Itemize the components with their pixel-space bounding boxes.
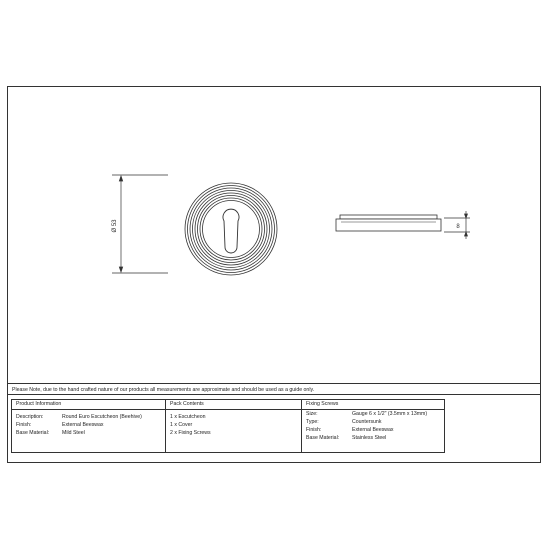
- thickness-label: 8: [456, 224, 460, 230]
- table-row: Size: Gauge 6 x 1/2" (3.5mm x 13mm): [306, 411, 428, 417]
- table-row: Type: Countersunk: [306, 419, 382, 425]
- euro-keyhole-cutout: [223, 209, 239, 253]
- table-row: Description: Round Euro Escutcheon (Beehive): [16, 414, 142, 420]
- list-item: 1 x Cover: [170, 422, 193, 428]
- drawing-sheet: [7, 86, 541, 463]
- escutcheon-side-view: [336, 215, 441, 231]
- product-information-table: [11, 399, 166, 453]
- product-information-header: Product Information: [12, 400, 165, 410]
- fixing-screws-table: [301, 399, 445, 453]
- pack-contents-table: [165, 399, 302, 453]
- pack-contents-header: Pack Contents: [166, 400, 301, 410]
- technical-drawing: [8, 87, 542, 384]
- diameter-label: Ø 53: [112, 219, 118, 233]
- spec-tables: [8, 395, 540, 462]
- diameter-dimension: [112, 175, 168, 273]
- escutcheon-front-view: [185, 183, 277, 275]
- measurement-note: Please Note, due to the hand crafted nature of our products all measurements are approximate and should be used as a guide only.: [8, 383, 540, 395]
- table-row: Finish: External Beeswax: [306, 427, 394, 433]
- list-item: 2 x Fixing Screws: [170, 430, 211, 436]
- table-row: Base Material: Mild Steel: [16, 430, 85, 436]
- fixing-screws-header: Fixing Screws: [302, 400, 444, 410]
- table-row: Finish: External Beeswax: [16, 422, 104, 428]
- list-item: 1 x Escutcheon: [170, 414, 206, 420]
- table-row: Base Material: Stainless Steel: [306, 435, 387, 441]
